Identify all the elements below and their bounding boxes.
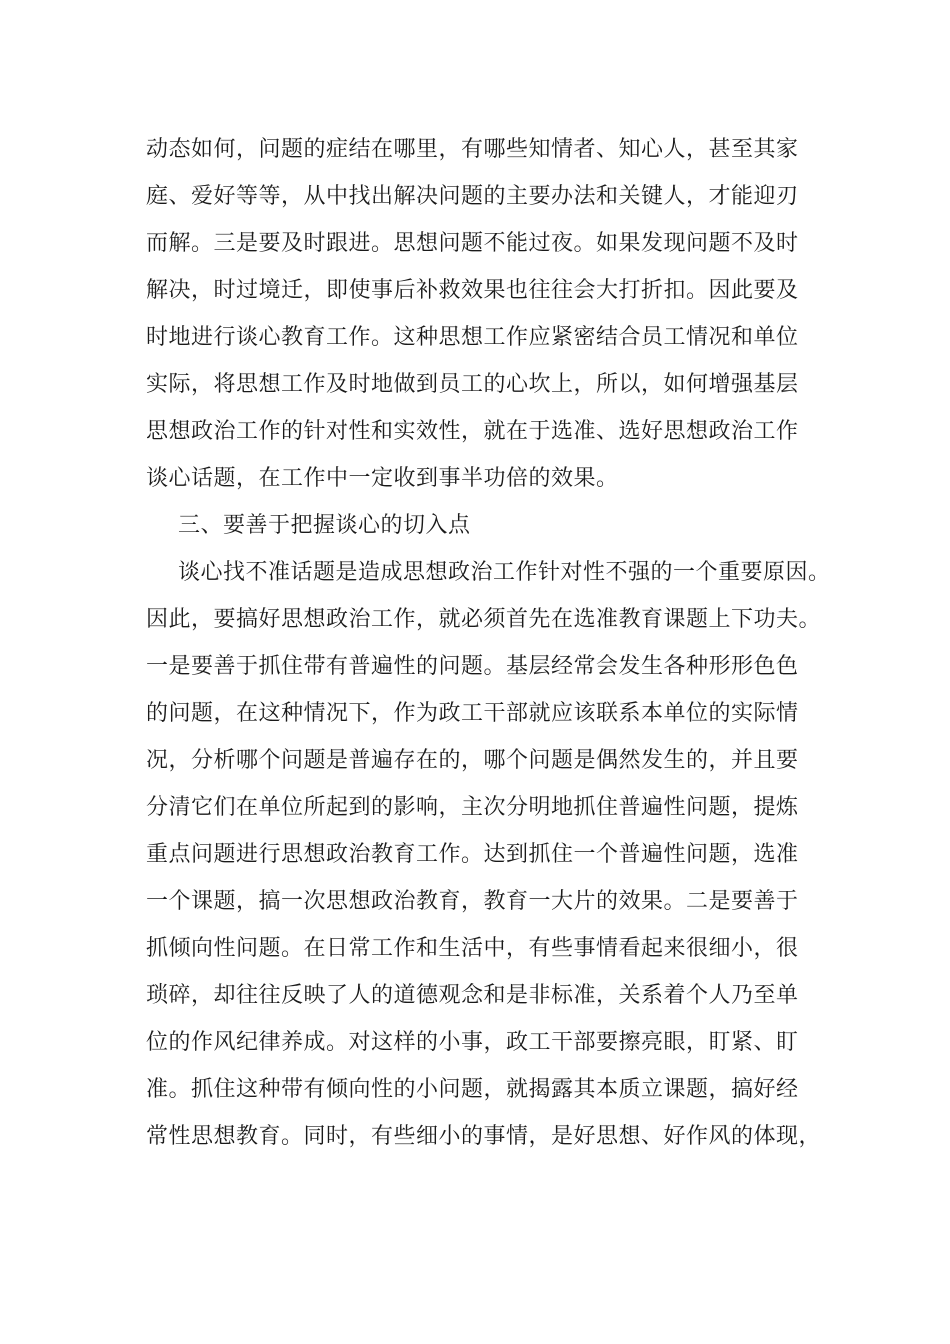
paragraph-2-line-7: 重点问题进行思想政治教育工作。达到抓住一个普遍性问题，选准	[146, 842, 799, 867]
paragraph-1-line-8: 谈心话题，在工作中一定收到事半功倍的效果。	[146, 466, 619, 491]
paragraph-1-line-3: 而解。三是要及时跟进。思想问题不能过夜。如果发现问题不及时	[146, 231, 799, 256]
paragraph-2-line-4: 的问题，在这种情况下，作为政工干部就应该联系本单位的实际情	[146, 701, 799, 726]
paragraph-2-line-1: 谈心找不准话题是造成思想政治工作针对性不强的一个重要原因。	[178, 560, 831, 585]
paragraph-2-line-5: 况，分析哪个问题是普遍存在的，哪个问题是偶然发生的，并且要	[146, 748, 799, 773]
paragraph-2-line-11: 位的作风纪律养成。对这样的小事，政工干部要擦亮眼，盯紧、盯	[146, 1030, 799, 1055]
paragraph-1-line-1: 动态如何，问题的症结在哪里，有哪些知情者、知心人，甚至其家	[146, 137, 799, 162]
paragraph-2-line-2: 因此，要搞好思想政治工作，就必须首先在选准教育课题上下功夫。	[146, 607, 822, 632]
paragraph-1-line-4: 解决，时过境迁，即使事后补救效果也往往会大打折扣。因此要及	[146, 278, 799, 303]
paragraph-2-line-13: 常性思想教育。同时，有些细小的事情，是好思想、好作风的体现，	[146, 1124, 822, 1149]
paragraph-2-line-3: 一是要善于抓住带有普遍性的问题。基层经常会发生各种形形色色	[146, 654, 799, 679]
section-heading: 三、要善于把握谈心的切入点	[178, 513, 471, 538]
paragraph-2-line-6: 分清它们在单位所起到的影响，主次分明地抓住普遍性问题，提炼	[146, 795, 799, 820]
paragraph-1-line-7: 思想政治工作的针对性和实效性，就在于选准、选好思想政治工作	[146, 419, 799, 444]
paragraph-1-line-2: 庭、爱好等等，从中找出解决问题的主要办法和关键人，才能迎刃	[146, 184, 799, 209]
paragraph-2-line-8: 一个课题，搞一次思想政治教育，教育一大片的效果。二是要善于	[146, 889, 799, 914]
paragraph-1-line-5: 时地进行谈心教育工作。这种思想工作应紧密结合员工情况和单位	[146, 325, 799, 350]
paragraph-2-line-10: 琐碎，却往往反映了人的道德观念和是非标准，关系着个人乃至单	[146, 983, 799, 1008]
paragraph-2-line-12: 准。抓住这种带有倾向性的小问题，就揭露其本质立课题，搞好经	[146, 1077, 799, 1102]
paragraph-1-line-6: 实际，将思想工作及时地做到员工的心坎上，所以，如何增强基层	[146, 372, 799, 397]
paragraph-2-line-9: 抓倾向性问题。在日常工作和生活中，有些事情看起来很细小，很	[146, 936, 799, 961]
